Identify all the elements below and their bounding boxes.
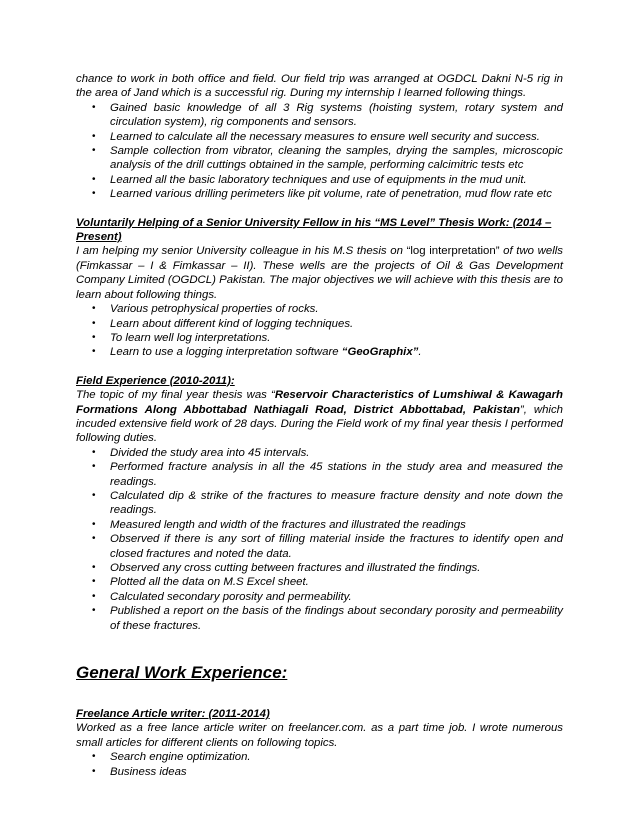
list-item: • Observed any cross cutting between fractures and illustrated the findings. xyxy=(92,562,481,574)
bullet-icon: • xyxy=(92,446,96,458)
field-heading: Field Experience (2010-2011): xyxy=(76,374,235,387)
bullet-icon: • xyxy=(92,173,96,185)
bullet-icon: • xyxy=(92,145,96,157)
bullet-icon: • xyxy=(92,346,96,358)
list-item: • Gained basic knowledge of all 3 Rig systems (hoisting system, rotary system and circulation system), rig components and sensors. xyxy=(92,101,563,129)
list-item: • Learned all the basic laboratory techniques and use of equipments in the mud unit. xyxy=(92,173,527,186)
freelance-paragraph: Worked as a free lance article writer on freelancer.com. as a part time job. I wrote numerous small articles for different clients on following topics. xyxy=(76,722,563,749)
bullet-icon: • xyxy=(92,101,96,113)
list-item: • Observed if there is any sort of filling material inside the fractures to identify open and closed fractures and noted the data. xyxy=(92,533,563,560)
thesis-paragraph: I am helping my senior University colleague in his M.S thesis on “log interpretation” of two wells (Fimkassar – I & Fimkassar – II). These wells are the projects of Oil & Gas Development Company Limited (OGDCL) Pakistan. The major objectives we will achieve with this thesis are to learn about following things. xyxy=(76,245,563,301)
list-item: • Learn to use a logging interpretation software “GeoGraphix”. xyxy=(92,346,422,359)
thesis-heading: Voluntarily Helping of a Senior University Fellow in his “MS Level” Thesis Work: (2014 – Present) xyxy=(76,216,552,244)
bullet-icon: • xyxy=(92,331,96,343)
list-item: • Sample collection from vibrator, cleaning the samples, drying the samples, microscopic analysis of the drill cuttings obtained in the sample, performing calcimitric tests etc xyxy=(92,145,563,172)
field-list xyxy=(76,446,563,633)
bullet-icon: • xyxy=(92,188,96,200)
resume-page xyxy=(76,72,563,779)
bullet-icon: • xyxy=(92,518,96,530)
bullet-icon: • xyxy=(92,590,96,602)
internship-list xyxy=(76,101,563,202)
general-work-heading: General Work Experience: xyxy=(76,663,288,683)
freelance-list xyxy=(76,750,563,779)
list-item: • Published a report on the basis of the findings about secondary porosity and permeability of these fractures. xyxy=(92,605,563,632)
list-item: • Measured length and width of the fractures and illustrated the readings xyxy=(92,518,466,531)
list-item: • Divided the study area into 45 intervals. xyxy=(92,446,310,459)
list-item: • Various petrophysical properties of rocks. xyxy=(92,303,319,316)
list-item: • Calculated dip & strike of the fractures to measure fracture density and note down the readings. xyxy=(92,489,563,517)
thesis-list xyxy=(76,302,563,360)
bullet-icon: • xyxy=(92,303,96,315)
bullet-icon: • xyxy=(92,461,96,473)
bullet-icon: • xyxy=(92,130,96,142)
bullet-icon: • xyxy=(92,317,96,329)
list-item: • Calculated secondary porosity and permeability. xyxy=(92,590,352,603)
field-paragraph: The topic of my final year thesis was “Reservoir Characteristics of Lumshiwal & Kawagarh Formations Along Abbottabad Nathiagali Road, District Abbottabad, Pakistan”, which incuded extensive field work of 28 days. During the Field work of my final year thesis I performed following duties. xyxy=(76,389,563,445)
list-item: • Learned to calculate all the necessary measures to ensure well security and success. xyxy=(92,130,540,143)
list-item: • To learn well log interpretations. xyxy=(92,331,271,344)
bullet-icon: • xyxy=(92,605,96,617)
bullet-icon: • xyxy=(92,489,96,501)
bullet-icon: • xyxy=(92,751,96,763)
bullet-icon: • xyxy=(92,562,96,573)
intro-paragraph: chance to work in both office and field. Our field trip was arranged at OGDCL Dakni N-5 rig in the area of Jand which is a successful rig. During my internship I learned following things. xyxy=(76,73,563,100)
freelance-heading: Freelance Article writer: (2011-2014) xyxy=(76,708,270,721)
bullet-icon: • xyxy=(92,533,96,545)
list-item: • Learned various drilling perimeters like pit volume, rate of penetration, mud flow rate etc xyxy=(92,188,552,201)
list-item: • Performed fracture analysis in all the 45 stations in the study area and measured the readings. xyxy=(92,461,563,488)
list-item: • Business ideas xyxy=(92,765,187,778)
bullet-icon: • xyxy=(92,576,96,588)
list-item: • Plotted all the data on M.S Excel sheet. xyxy=(92,576,309,589)
bullet-icon: • xyxy=(92,765,96,777)
list-item: • Search engine optimization. xyxy=(92,751,251,764)
list-item: • Learn about different kind of logging techniques. xyxy=(92,317,354,330)
